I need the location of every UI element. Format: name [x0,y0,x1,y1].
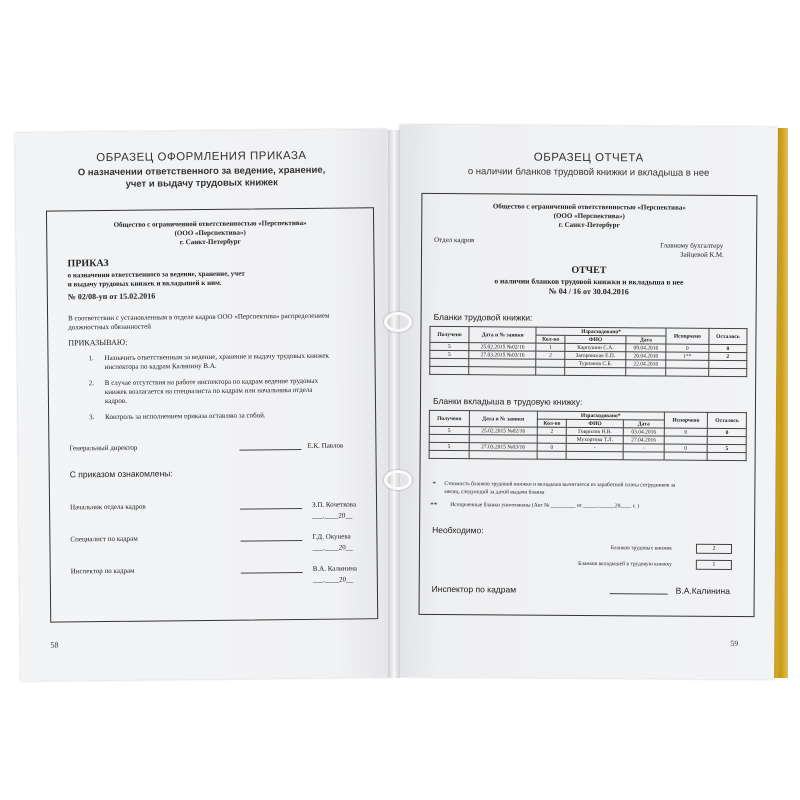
need2-label: Бланков вкладышей в трудовую книжку [578,560,672,568]
from-dept: Отдел кадров [434,235,475,245]
note2-line: Испорченные бланки уничтожены (Акт № _________ от _____.______20____ г. ) [450,502,640,510]
to-line2: Зайцевой К.М. [680,250,724,259]
order-sub1: о назначении ответственного за ведение, хранение, учет [67,269,245,280]
org-line1: Общество с ограниченной ответственностью «Перспектива» [113,218,307,229]
sig2-name: Г.Д. Окунева [312,532,351,541]
left-page [15,129,393,681]
report-sub: о наличии бланков трудовой книжки и вкладыша в нее [494,276,684,287]
order-title: ПРИКАЗ [67,257,109,270]
to-line1: Главному бухгалтеру [660,241,724,250]
org-line2: (ООО «Перспектива») [174,228,246,238]
table-row: Мухортова Т.Л. 27.04.2016 [429,434,746,444]
table-row: 5 25.02.2015 №02/16 1 Карпушин С.А. 09.04.2016 0 0 [430,342,747,352]
sig1-role: Начальник отдела кадров [70,502,146,512]
left-header-title: ОБРАЗЕЦ ОФОРМЛЕНИЯ ПРИКАЗА [96,149,307,165]
left-page-number: 58 [50,640,59,650]
item2-line-c: кадров. [104,396,128,406]
item2-line-a: В случае отсутствия на работе инспектора по кадрам ведение трудовых [104,376,319,388]
report-title: ОТЧЕТ [571,264,607,277]
table-row: 5 25.02.2015 №02/16 2 Говрилов Н.В. 03.04.2016 0 0 [429,426,746,436]
sig3-name: В.А. Калинина [312,564,358,573]
binding-ring-bottom [384,470,412,490]
need1-label: Бланков трудовых книжек [610,545,672,552]
note1-line-b: месяц, следующий за датой выдачи бланка [444,489,545,496]
org-line3: г. Санкт-Петербург [179,237,241,247]
left-header-sub1: О назначении ответственного за ведение, хранение, [77,164,326,179]
sig1-date: ___.____20__ [312,511,353,520]
report-org-line2: (ООО «Перспектива») [553,211,625,221]
order-word: ПРИКАЗЫВАЮ: [68,337,128,348]
needed-label: Необходимо: [432,524,484,536]
order-sub2: и выдачу трудовых книжек и вкладышей к ним. [67,278,222,289]
right-page [396,125,778,680]
binding-ring-top [384,312,412,332]
item2-line-b: книжек возлагается на специалиста по кадрам или начальника отдела [104,385,313,397]
book-spine [388,130,400,678]
left-header-sub2: учет и выдачу трудовых книжек [125,177,278,190]
report-org-line3: г. Санкт-Петербург [558,220,620,230]
note1-line-a: Стоимость бланков трудовой книжки и вкладыша вычитается из заработной платы сотрудников за [444,481,676,489]
order-frame: Общество с ограниченной ответственностью «Перспектива» (ООО «Перспектива») г. Санкт-Петербург ПРИКАЗ о назначении ответственного за ведение, хранение, учет и выдачу трудовых книжек и вкладышей к ним. № 02/08-уп от 15.02.2016 В соответствии с установленным в отделе кадров ООО «Перспектива» распределением должностных обязанностей ПРИКАЗЫВАЮ: 1. Назначить ответственным за ведение, хранение и выдачу трудовых книжек инспектора по кадрам Калинину В.А. 2. В случае отсутствия на работе инспектора по кадрам ведение трудовых книжек возлагается на специалиста по кадрам или начальника отдела кадров. 3. Контроль за исполнением приказа оставляю за собой. Генеральный директор Е.К. Павлов С приказом ознакомлены: Начальник отдела кадров З.П. Кочеткова ___.____20__ Специалист по кадрам Г.Д. Окунева ___.____20__ Инспектор по кадрам В.А. Калинина ___.____20__ [46,207,378,622]
blanks-table-2: Получено Дата и № заявки Израсходовано* Испорчено Осталось Кол-во ФИО Дата 5 25.02.2015 №02/16 2 Говрилов Н.В. 03.04.2016 0 0 Мухортова Т.Л. 27.04.2016 5 27.03.2015 №03/16 0 - - 0 5 [429,410,747,461]
table-row: 5 27.03.2015 №03/16 0 - - 0 5 [429,442,746,452]
right-header-title: ОБРАЗЕЦ ОТЧЕТА [533,151,644,165]
acquainted-label: С приказом ознакомлены: [69,468,173,480]
item3-line: Контроль за исполнением приказа оставляю за собой. [105,411,266,422]
table-row: Турпанов С.Б. 22.04.2016 [430,358,747,368]
order-number: № 02/08-уп от 15.02.2016 [67,291,156,302]
need1-value: 2 [696,544,732,554]
report-org-line1: Общество с ограниченной ответственностью «Перспектива» [492,202,686,212]
sig3-date: ___.____20__ [312,575,354,584]
right-header-sub: о наличии бланков трудовой книжки и вкладыша в нее [467,166,710,179]
inspector-name: В.А.Калинина [675,585,731,597]
sig2-role: Специалист по кадрам [70,534,138,544]
report-frame: Общество с ограниченной ответственностью «Перспектива» (ООО «Перспектива») г. Санкт-Петербург Отдел кадров Главному бухгалтеру Зайцевой К.М. ОТЧЕТ о наличии бланков трудовой книжки и вкладыша в нее № 04 / 16 от 30.04.2016 Бланки трудовой книжки: Получено Дата и № заявки Израсходовано* Испорчено Осталось Кол-во ФИО Дата 5 25.02.2015 №02/16 1 Карпушин С.А. 09.04.2016 0 0 5 27.03.2015 №03/16 2 Загоровская Е.П. 20.04.2016 1** 2 Турпанов С.Б. 22.04.2016 Бланки вкладыша в трудовую книжку: Получено Дата и № заявки Израсходовано* Испорчено Осталось Кол-во ФИО Дата 5 25.02.2015 №02/16 2 Говрилов Н.В. 03.04.2016 0 0 Мухортова Т.Л. 27.04.2016 5 27.03.2015 №03/16 0 - - 0 5 * Стоимость бланков трудовой книжки и вкладыша вычитается из заработной платы сотрудников за месяц, следующий за датой выдачи бланка ** Испорченные бланки уничтожены (Акт № _________ от _____.______20____ г. ) Необходимо: Бланков трудовых книжек 2 Бланков вкладышей в трудовую книжку 1 Инспектор по кадрам В.А.Калинина [419,193,758,617]
inspector-label: Инспектор по кадрам [431,583,517,595]
need2-value: 1 [696,560,732,570]
intro-line1: В соответствии с установленным в отделе кадров ООО «Перспектива» распределением [68,311,330,323]
director-label: Генеральный директор [69,443,138,453]
report-number: № 04 / 16 от 30.04.2016 [548,286,629,297]
item1-line-a: Назначить ответственным за ведение, хранение и выдачу трудовых книжек [104,351,329,363]
sig1-name: З.П. Кочеткова [312,500,357,509]
blanks-table-1: Получено Дата и № заявки Израсходовано* Испорчено Осталось Кол-во ФИО Дата 5 25.02.2015 №02/16 1 Карпушин С.А. 09.04.2016 0 0 5 27.03.2015 №03/16 2 Загоровская Е.П. 20.04.2016 1** 2 Турпанов С.Б. 22.04.2016 [429,326,747,377]
table2-caption: Бланки вкладыша в трудовую книжку: [432,395,583,407]
table-row: 5 27.03.2015 №03/16 2 Загоровская Е.П. 20.04.2016 1** 2 [430,350,747,360]
director-name: Е.К. Павлов [307,441,344,450]
item1-line-b: инспектора по кадрам Калинину В.А. [104,361,217,372]
table1-caption: Бланки трудовой книжки: [433,311,533,323]
sig3-role: Инспектор по кадрам [70,566,135,576]
intro-line2: должностных обязанностей [68,322,151,332]
right-page-number: 59 [730,639,739,649]
sig2-date: ___.____20__ [312,543,353,552]
